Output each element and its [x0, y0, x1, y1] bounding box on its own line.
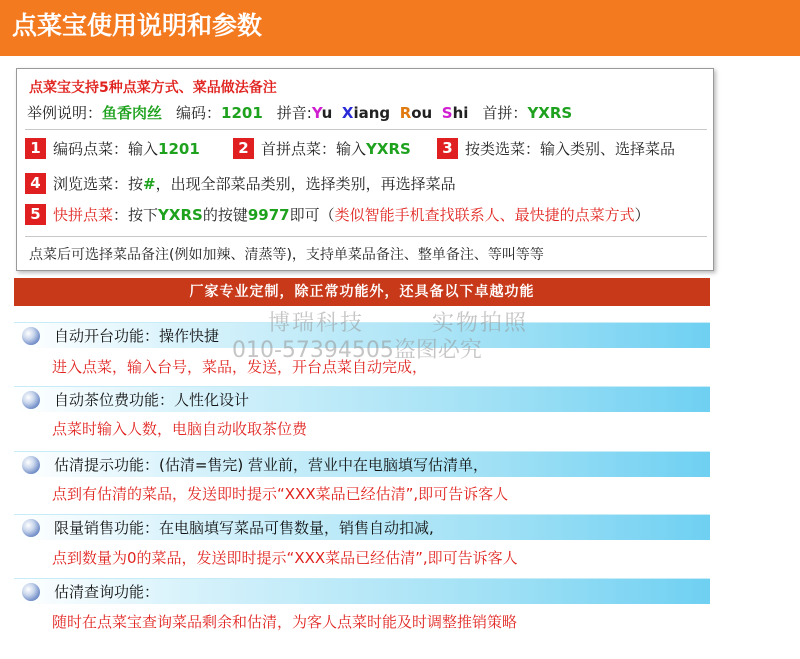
intro-box [16, 68, 714, 271]
watermark-phone: 010-57394505盗图必究 [232, 338, 482, 363]
pinyin-iang: iang [353, 104, 391, 122]
pinyin-u: u [321, 104, 333, 122]
method-row-2 [233, 138, 411, 159]
pinyin-ou: ou [411, 104, 433, 122]
remarks-note: 点菜后可选择菜品备注(例如加辣、清蒸等)，支持单菜品备注、整单备注、等叫等等 [29, 247, 544, 263]
bullet-ball-icon [22, 391, 40, 409]
feature-bar-limited-sales [14, 514, 710, 540]
intro-example [27, 102, 572, 123]
method-number-badge: 1 [25, 138, 46, 159]
intro-divider [25, 236, 707, 237]
method-value-2: 9977 [247, 205, 290, 224]
feature-description: 点到有估清的菜品，发送即时提示“XXX菜品已经估清”,即可告诉客人 [52, 485, 509, 503]
pinyin-label: 拼音: [276, 104, 312, 122]
method-row-1 [25, 138, 200, 159]
page-header [0, 0, 800, 56]
feature-description: 随时在点菜宝查询菜品剩余和估清，为客人点菜时能及时调整推销策略 [52, 613, 518, 631]
method-note: 类似智能手机查找联系人、最快捷的点菜方式 [334, 206, 635, 224]
bullet-ball-icon [22, 519, 40, 537]
method-row-4 [25, 173, 456, 194]
method-number-badge: 5 [25, 204, 46, 225]
watermark-company: 博瑞科技 [268, 311, 365, 336]
method-number-badge: 3 [437, 138, 458, 159]
method-number-badge: 2 [233, 138, 254, 159]
method-value: # [143, 174, 156, 193]
watermark-photo: 实物拍照 [432, 311, 529, 336]
intro-divider [25, 129, 707, 130]
feature-bar-sold-out-query [14, 578, 710, 604]
method-value: YXRS [366, 139, 411, 158]
intro-title: 点菜宝支持5种点菜方式、菜品做法备注 [29, 80, 277, 96]
feature-title: 估清提示功能：(估清=售完) 营业前，营业中在电脑填写估清单， [54, 456, 489, 474]
feature-title: 自动开台功能：操作快捷 [54, 327, 220, 345]
feature-title: 估清查询功能： [54, 583, 160, 601]
feature-banner [14, 278, 710, 306]
method-label: 快拼点菜 [53, 206, 114, 224]
method-row-5 [25, 204, 650, 225]
initials-value: YXRS [527, 104, 573, 122]
code-label: 编码： [176, 104, 222, 122]
feature-description: 点菜时输入人数，电脑自动收取茶位费 [52, 420, 308, 438]
initials-label: 首拼： [482, 104, 528, 122]
method-text: 浏览选菜：按 [53, 175, 144, 193]
header-divider [0, 56, 800, 60]
bullet-ball-icon [22, 456, 40, 474]
feature-title: 自动茶位费功能：人性化设计 [54, 391, 250, 409]
method-value: 1201 [158, 139, 200, 158]
page-title: 点菜宝使用说明和参数 [12, 11, 263, 40]
feature-bar-sold-out-alert [14, 451, 710, 477]
method-text-3: 即可（ [289, 206, 335, 224]
feature-bar-tea-fee [14, 386, 710, 412]
method-text: 编码点菜：输入 [53, 140, 159, 158]
method-value: YXRS [158, 205, 203, 224]
method-text: 首拼点菜：输入 [261, 140, 367, 158]
code-value: 1201 [221, 104, 263, 122]
pinyin-x: X [341, 104, 354, 122]
pinyin-s: S [441, 104, 453, 122]
pinyin-y: Y [311, 104, 322, 122]
method-text: 按类选菜：输入类别、选择菜品 [465, 140, 676, 158]
example-label: 举例说明： [27, 104, 103, 122]
banner-text: 厂家专业定制，除正常功能外，还具备以下卓越功能 [189, 284, 535, 300]
feature-description: 点到数量为0的菜品，发送即时提示“XXX菜品已经估清”,即可告诉客人 [52, 549, 518, 567]
example-dish: 鱼香肉丝 [102, 104, 163, 122]
method-text-2: 的按键 [202, 206, 248, 224]
method-row-3 [437, 138, 675, 159]
feature-title: 限量销售功能：在电脑填写菜品可售数量，销售自动扣减, [54, 519, 434, 537]
bullet-ball-icon [22, 583, 40, 601]
method-text: ：按下 [113, 206, 159, 224]
method-end: ） [634, 206, 650, 224]
feature-description: 进入点菜，输入台号，菜品，发送，开台点菜自动完成， [52, 358, 428, 376]
method-number-badge: 4 [25, 173, 46, 194]
pinyin-r: R [399, 104, 412, 122]
pinyin-hi: hi [452, 104, 469, 122]
method-suffix: ，出现全部菜品类别，选择类别，再选择菜品 [155, 175, 456, 193]
bullet-ball-icon [22, 327, 40, 345]
